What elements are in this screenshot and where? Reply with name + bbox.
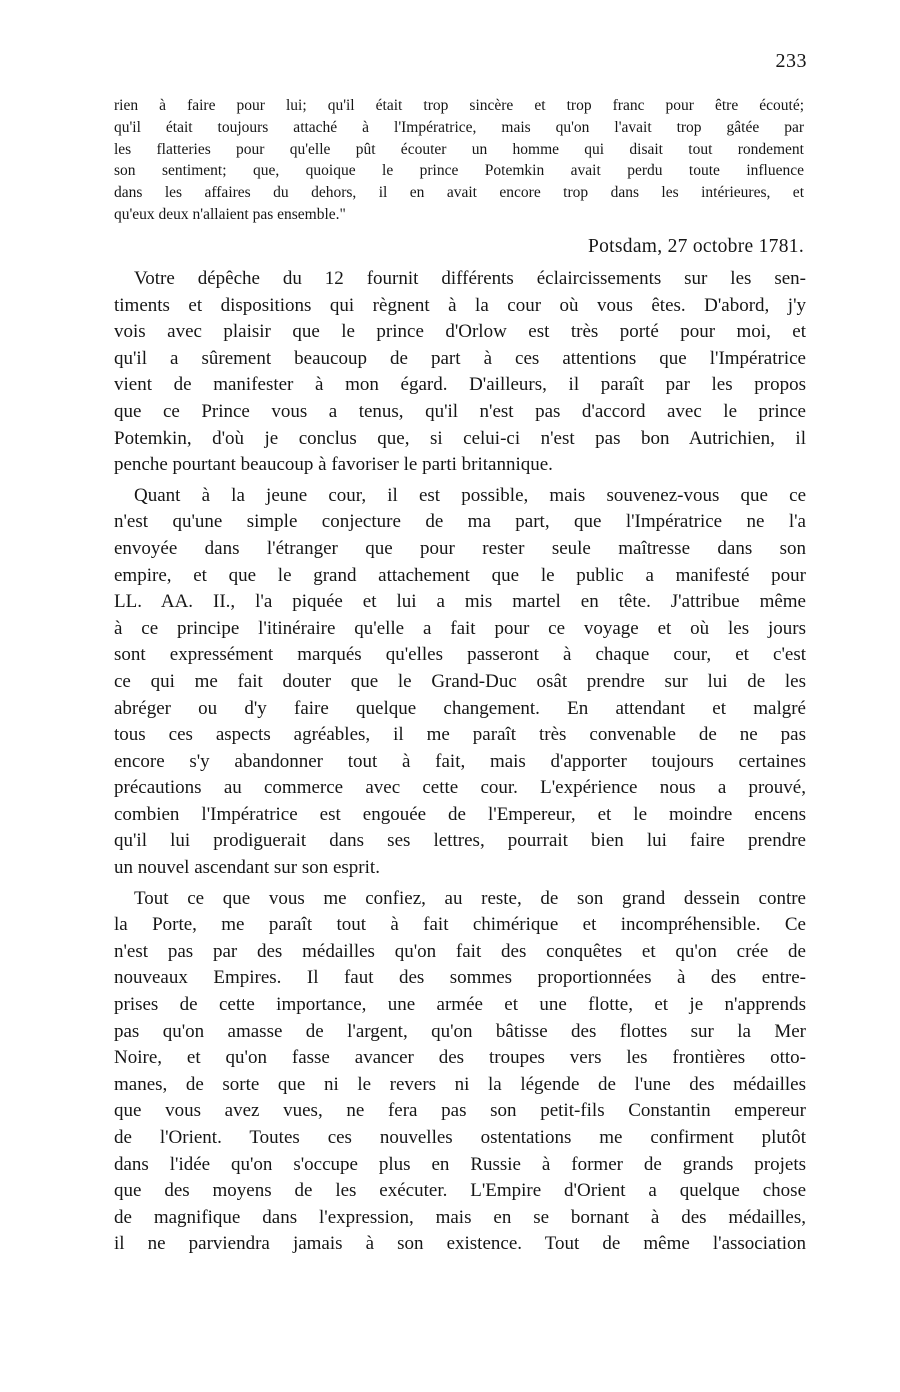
text-line: dans l'idée qu'on s'occupe plus en Russie à former de grands projets (114, 1153, 806, 1175)
text-line: combien l'Impératrice est engouée de l'Empereur, et le moindre encens (114, 803, 806, 825)
text-line: pas qu'on amasse de l'argent, qu'on bâtisse des flottes sur la Mer (114, 1020, 806, 1042)
text-line: vient de manifester à mon égard. D'ailleurs, il paraît par les propos (114, 374, 806, 396)
text-line: vois avec plaisir que le prince d'Orlow est très porté pour moi, et (114, 321, 806, 343)
text-line: nouveaux Empires. Il faut des sommes proportionnées à des entre- (114, 967, 806, 989)
text-line: Potemkin, d'où je conclus que, si celui-ci n'est pas bon Autrichien, il (114, 427, 806, 449)
text-line: manes, de sorte que ni le revers ni la légende de l'une des médailles (114, 1073, 806, 1095)
letter-body (114, 266, 806, 1258)
letter-dateline: Potsdam, 27 octobre 1781. (587, 236, 804, 257)
paragraph-3 (114, 886, 806, 1258)
text-line: encore s'y abandonner tout à fait, mais d'apporter toujours certaines (114, 750, 806, 772)
text-line: tous ces aspects agréables, il me paraît très convenable de ne pas (114, 724, 806, 746)
text-line: prises de cette importance, une armée et une flotte, et je n'apprends (114, 994, 806, 1016)
text-line: un nouvel ascendant sur son esprit. (114, 857, 380, 879)
text-line: Tout ce que vous me confiez, au reste, de son grand dessein contre (134, 887, 806, 909)
quote-line: qu'eux deux n'allaient pas ensemble." (114, 205, 346, 223)
text-line: Noire, et qu'on fasse avancer des troupes vers les frontières otto- (114, 1047, 806, 1069)
quote-line: rien à faire pour lui; qu'il était trop sincère et trop franc pour être écouté; (114, 97, 804, 114)
text-line: que vous avez vues, ne fera pas son petit-fils Constantin empereur (114, 1100, 806, 1122)
text-line: la Porte, me paraît tout à fait chimérique et incompréhensible. Ce (114, 914, 806, 936)
text-line: sont expressément marqués qu'elles passeront à chaque cour, et c'est (114, 644, 806, 666)
text-line: empire, et que le grand attachement que le public a manifesté pour (114, 564, 806, 586)
quoted-passage (114, 95, 804, 226)
text-line: n'est qu'une simple conjecture de ma part, que l'Impératrice ne l'a (114, 511, 806, 533)
text-line: à ce principe l'itinéraire qu'elle a fait pour ce voyage et où les jours (114, 617, 806, 639)
text-line: Quant à la jeune cour, il est possible, mais souvenez-vous que ce (134, 484, 806, 506)
text-line: il ne parviendra jamais à son existence. Tout de même l'association (114, 1233, 806, 1255)
text-line: LL. AA. II., l'a piquée et lui a mis martel en tête. J'attribue même (114, 591, 806, 613)
quote-line: qu'il était toujours attaché à l'Impératrice, mais qu'on l'avait trop gâtée par (114, 118, 804, 136)
text-line: que des moyens de les exécuter. L'Empire d'Orient a quelque chose (114, 1180, 806, 1202)
quote-line: les flatteries pour qu'elle pût écouter un homme qui disait tout rondement (114, 140, 804, 158)
paragraph-2 (114, 483, 806, 882)
text-line: Votre dépêche du 12 fournit différents éclaircissements sur les sen- (134, 268, 806, 289)
page-number: 233 (775, 50, 807, 72)
quote-line: dans les affaires du dehors, il en avait encore trop dans les intérieures, et (114, 184, 804, 202)
text-line: que ce Prince vous a tenus, qu'il n'est pas d'accord avec le prince (114, 400, 806, 422)
text-line: penche pourtant beaucoup à favoriser le parti britannique. (114, 454, 553, 476)
quote-line: son sentiment; que, quoique le prince Potemkin avait perdu toute influence (114, 162, 804, 180)
text-line: timents et dispositions qui règnent à la cour où vous êtes. D'abord, j'y (114, 294, 806, 316)
text-line: abréger ou d'y faire quelque changement. En attendant et malgré (114, 697, 806, 719)
text-line: ce qui me fait douter que le Grand-Duc osât prendre sur lui de les (114, 670, 806, 692)
text-line: n'est pas par des médailles qu'on fait des conquêtes et qu'on crée de (114, 940, 806, 962)
text-line: qu'il lui prodiguerait dans ses lettres, pourrait bien lui faire prendre (114, 830, 806, 852)
text-line: précautions au commerce avec cette cour. L'expérience nous a prouvé, (114, 777, 806, 799)
text-line: de l'Orient. Toutes ces nouvelles ostentations me confirment plutôt (114, 1127, 806, 1148)
text-line: envoyée dans l'étranger que pour rester seule maîtresse dans son (114, 537, 806, 559)
text-line: qu'il a sûrement beaucoup de part à ces attentions que l'Impératrice (114, 347, 806, 369)
paragraph-1 (114, 266, 806, 479)
text-line: de magnifique dans l'expression, mais en se bornant à des médailles, (114, 1206, 806, 1228)
